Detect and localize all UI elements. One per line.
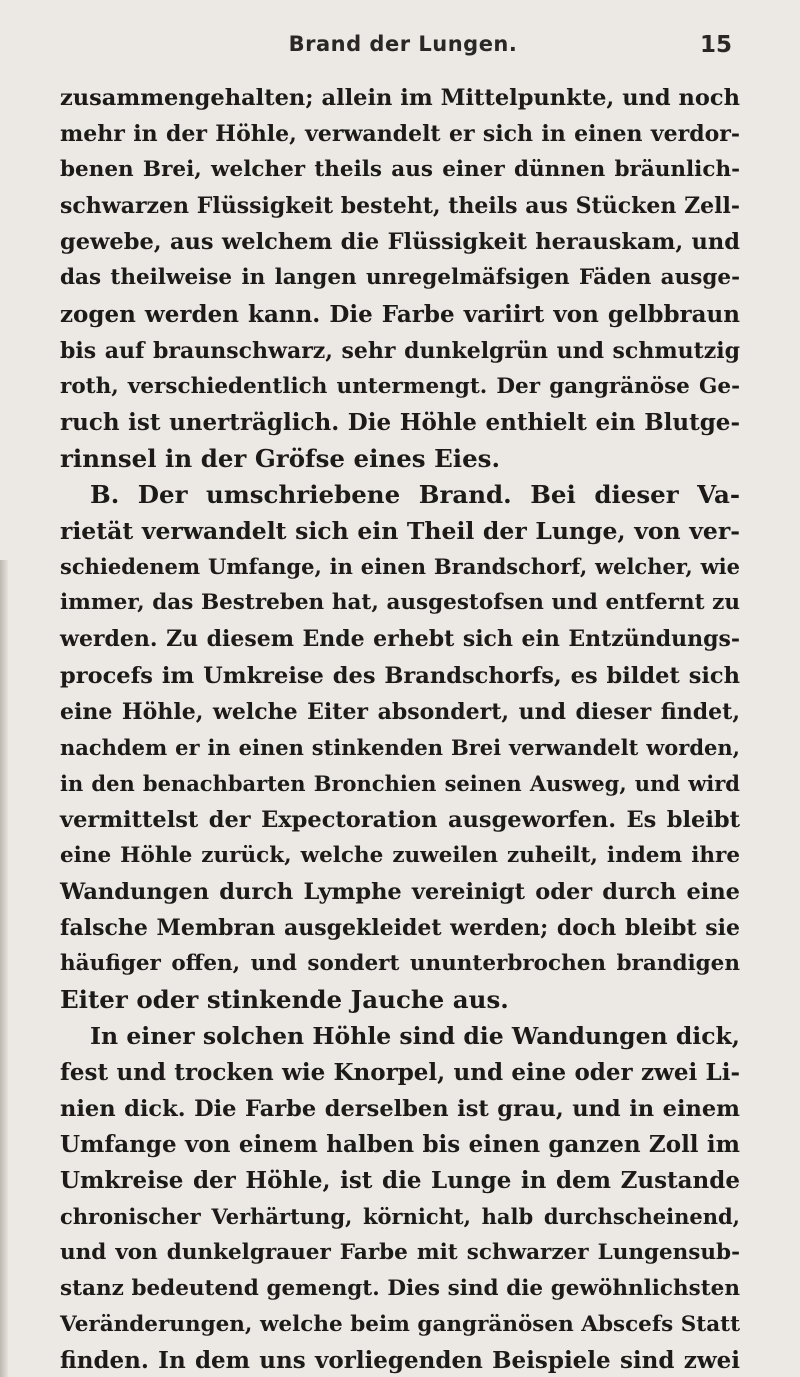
text-line: finden. In dem uns vorliegenden Beispiele sind zwei: [60, 1347, 740, 1375]
text-line: nien dick. Die Farbe derselben ist grau, und in einem: [60, 1095, 740, 1122]
body-text: [60, 80, 740, 1377]
text-line: zogen werden kann. Die Farbe variirt von gelbbraun: [60, 300, 740, 328]
text-line: in den benachbarten Bronchien seinen Ausweg, und wird: [60, 770, 740, 796]
text-line: Veränderungen, welche beim gangränösen Abscefs Statt: [60, 1312, 740, 1338]
text-line: häufiger offen, und sondert ununterbrochen brandigen: [60, 951, 740, 977]
paragraph-end-line: Eiter oder stinkende Jauche aus.: [60, 985, 509, 1015]
page-number: 15: [700, 32, 733, 58]
text-line: chronischer Verhärtung, körnicht, halb durchscheinend,: [60, 1203, 740, 1229]
text-line: nachdem er in einen stinkenden Brei verwandelt worden,: [60, 734, 740, 760]
text-line: gewebe, aus welchem die Flüssigkeit herauskam, und: [60, 229, 740, 256]
text-line: ruch ist unerträglich. Die Höhle enthielt ein Blutge-: [60, 408, 740, 436]
text-line: benen Brei, welcher theils aus einer dünnen bräunlich-: [60, 157, 740, 183]
text-line: und von dunkelgrauer Farbe mit schwarzer Lungensub-: [60, 1240, 740, 1265]
text-line: bis auf braunschwarz, sehr dunkelgrün und schmutzig: [60, 337, 740, 364]
section-heading-line: B. Der umschriebene Brand. Bei dieser Va-: [90, 480, 740, 510]
text-line: Umkreise der Höhle, ist die Lunge in dem Zustande: [60, 1166, 740, 1194]
text-line: rietät verwandelt sich ein Theil der Lunge, von ver-: [60, 517, 740, 546]
paragraph-end-line: rinnsel in der Gröfse eines Eies.: [60, 443, 500, 473]
text-line: mehr in der Höhle, verwandelt er sich in einen verdor-: [60, 121, 740, 148]
text-line: vermittelst der Expectoration ausgeworfen. Es bleibt: [60, 806, 740, 833]
text-line: Umfange von einem halben bis einen ganzen Zoll im: [60, 1130, 740, 1158]
text-line: zusammengehalten; allein im Mittelpunkte, und noch: [60, 85, 740, 111]
text-line: werden. Zu diesem Ende erhebt sich ein Entzündungs-: [60, 626, 740, 653]
text-line: schiedenem Umfange, in einen Brandschorf, welcher, wie: [60, 554, 740, 580]
text-line: Wandungen durch Lymphe vereinigt oder durch eine: [60, 879, 740, 906]
page-header: [0, 32, 800, 68]
text-line: eine Höhle zurück, welche zuweilen zuheilt, indem ihre: [60, 842, 740, 868]
text-line: schwarzen Flüssigkeit besteht, theils aus Stücken Zell-: [60, 193, 740, 220]
paragraph-start-line: In einer solchen Höhle sind die Wandungen dick,: [90, 1022, 740, 1051]
text-line: falsche Membran ausgekleidet werden; doch bleibt sie: [60, 915, 740, 942]
text-line: procefs im Umkreise des Brandschorfs, es bildet sich: [60, 662, 740, 689]
text-line: das theilweise in langen unregelmäfsigen Fäden ausge-: [60, 265, 740, 291]
page-spine-shadow: [0, 560, 8, 1377]
text-line: stanz bedeutend gemengt. Dies sind die gewöhnlichsten: [60, 1276, 740, 1302]
text-line: immer, das Bestreben hat, ausgestofsen und entfernt zu: [60, 590, 740, 616]
running-title: Brand der Lungen.: [288, 32, 518, 56]
text-line: eine Höhle, welche Eiter absondert, und dieser findet,: [60, 698, 740, 725]
text-line: fest und trocken wie Knorpel, und eine oder zwei Li-: [60, 1058, 740, 1086]
text-line: roth, verschiedentlich untermengt. Der gangränöse Ge-: [60, 373, 740, 399]
